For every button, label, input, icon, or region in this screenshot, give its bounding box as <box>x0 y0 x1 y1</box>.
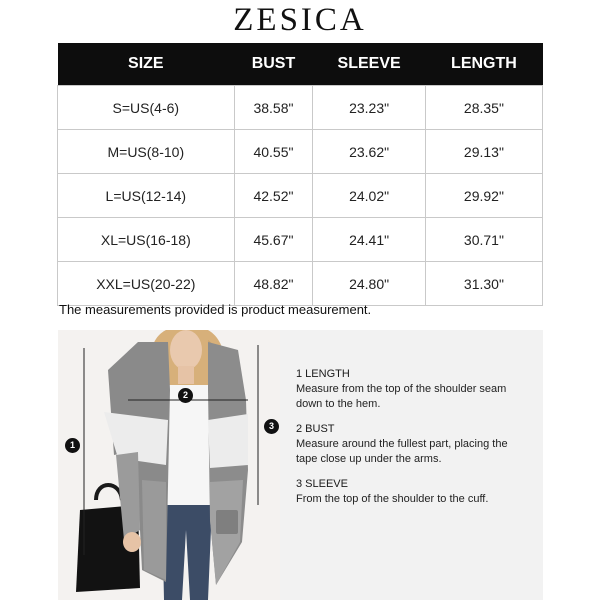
measurement-note: The measurements provided is product measurement. <box>59 302 372 317</box>
length-cell: 29.13" <box>425 130 542 174</box>
table-row <box>58 174 543 218</box>
bust-cell: 40.55" <box>234 130 313 174</box>
length-cell: 31.30" <box>425 262 542 306</box>
column-header-length: LENGTH <box>425 43 542 86</box>
bust-cell: 38.58" <box>234 86 313 130</box>
table-row <box>58 86 543 130</box>
length-title: 1 LENGTH <box>296 368 350 380</box>
sleeve-title: 3 SLEEVE <box>296 478 348 490</box>
length-cell: 28.35" <box>425 86 542 130</box>
size-cell: M=US(8-10) <box>58 130 235 174</box>
table-row <box>58 262 543 306</box>
length-cell: 30.71" <box>425 218 542 262</box>
size-cell: L=US(12-14) <box>58 174 235 218</box>
sleeve-cell: 24.80" <box>313 262 426 306</box>
bust-cell: 45.67" <box>234 218 313 262</box>
column-header-sleeve: SLEEVE <box>313 43 426 86</box>
sleeve-cell: 23.23" <box>313 86 426 130</box>
column-header-size: SIZE <box>58 43 235 86</box>
size-cell: XXL=US(20-22) <box>58 262 235 306</box>
bust-cell: 48.82" <box>234 262 313 306</box>
cardigan-illustration <box>58 330 283 600</box>
sleeve-cell: 24.02" <box>313 174 426 218</box>
model-photo <box>58 330 283 600</box>
sleeve-cell: 24.41" <box>313 218 426 262</box>
size-cell: S=US(4-6) <box>58 86 235 130</box>
bust-description: Measure around the fullest part, placing the tape close up under the arms. <box>296 438 508 465</box>
bust-cell: 42.52" <box>234 174 313 218</box>
marker-bust-badge: 2 <box>178 388 193 403</box>
table-row <box>58 218 543 262</box>
size-cell: XL=US(16-18) <box>58 218 235 262</box>
sleeve-cell: 23.62" <box>313 130 426 174</box>
size-chart-table <box>57 43 543 306</box>
bust-title: 2 BUST <box>296 423 335 435</box>
marker-sleeve-badge: 3 <box>264 419 279 434</box>
sleeve-description: From the top of the shoulder to the cuff. <box>296 493 489 505</box>
length-cell: 29.92" <box>425 174 542 218</box>
table-row <box>58 130 543 174</box>
marker-length-badge: 1 <box>65 438 80 453</box>
table-header-row <box>58 43 543 86</box>
column-header-bust: BUST <box>234 43 313 86</box>
length-description: Measure from the top of the shoulder seam down to the hem. <box>296 383 507 410</box>
brand-logo: ZESICA <box>233 2 367 38</box>
